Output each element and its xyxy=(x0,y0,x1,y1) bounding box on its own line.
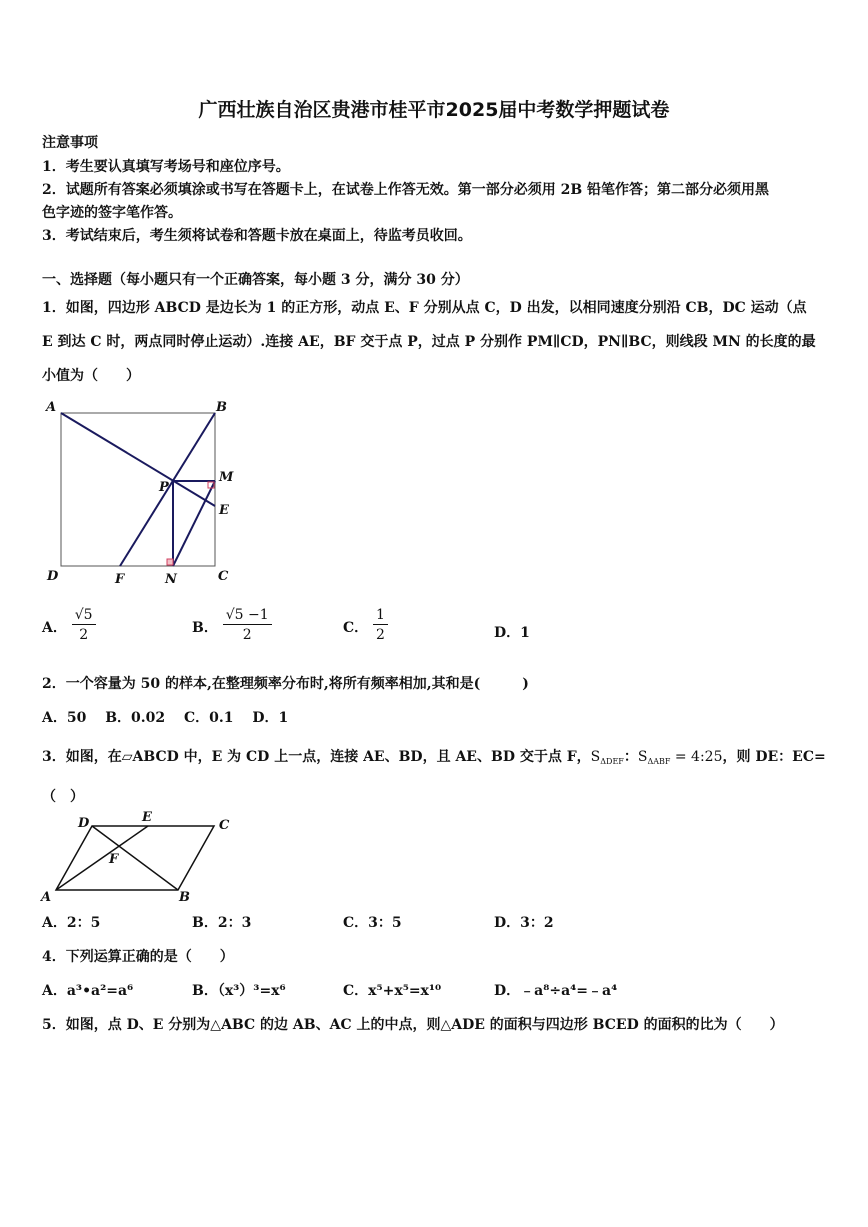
q3-stem-part-1: 3．如图，在▱ABCD 中，E 为 CD 上一点，连接 AE、BD，且 AE、BD 交于点 F， xyxy=(42,749,591,765)
q4-stem: 4．下列运算正确的是（ ） xyxy=(42,949,234,965)
q3-area-def: S xyxy=(590,749,601,765)
page-title: 广西壮族自治区贵港市桂平市2025届中考数学押题试卷 xyxy=(198,99,670,121)
fig3-label-a: A xyxy=(41,890,52,905)
q3-area-abf: S xyxy=(637,749,648,765)
fig1-label-c: C xyxy=(218,569,229,584)
q1-option-d-text: 1 xyxy=(520,625,530,641)
q4-option-c[interactable]: C．x⁵+x⁵=x¹⁰ xyxy=(343,983,442,999)
q2-options[interactable]: A．50 B．0.02 C．0.1 D．1 xyxy=(42,710,289,726)
q1-option-c[interactable] xyxy=(343,607,388,643)
fig1-label-a: A xyxy=(46,400,57,415)
q1-option-b-label: B． xyxy=(192,620,218,636)
fig3-label-f: F xyxy=(109,852,119,867)
q4-option-a[interactable]: A．a³•a²=a⁶ xyxy=(42,983,134,999)
q1-option-a[interactable] xyxy=(42,607,96,643)
fig1-label-d: D xyxy=(47,569,59,584)
fig3-label-c: C xyxy=(219,818,230,833)
fig1-label-n: N xyxy=(165,572,177,587)
q1-stem-line-1: 1．如图，四边形 ABCD 是边长为 1 的正方形，动点 E、F 分别从点 C，D 出发，以相同速度分别沿 CB，DC 运动（点 xyxy=(42,300,807,316)
fig1-label-e: E xyxy=(219,503,229,518)
q1-option-a-den: 2 xyxy=(79,627,89,643)
q1-option-c-den: 2 xyxy=(376,627,385,643)
q1-stem-line-2: E 到达 C 时，两点同时停止运动）.连接 AE，BF 交于点 P，过点 P 分别作 PM∥CD，PN∥BC，则线段 MN 的长度的最 xyxy=(42,334,816,350)
notice-item-2-line-1: 2．试题所有答案必须填涂或书写在答题卡上，在试卷上作答无效。第一部分必须用 2B 铅笔作答；第二部分必须用黑 xyxy=(42,182,770,198)
fig3-label-e: E xyxy=(142,810,152,825)
fig1-label-p: P xyxy=(159,480,169,495)
q1-option-b[interactable] xyxy=(192,607,272,643)
q3-colon: ： xyxy=(623,749,638,765)
fig1-label-b: B xyxy=(216,400,227,415)
q3-option-a[interactable]: A．2：5 xyxy=(42,915,101,931)
q3-stem xyxy=(42,746,826,766)
notice-heading: 注意事项 xyxy=(42,135,98,151)
q2-stem: 2．一个容量为 50 的样本,在整理频率分布时,将所有频率相加,其和是( ) xyxy=(42,676,529,692)
q3-option-c[interactable]: C．3：5 xyxy=(343,915,402,931)
q1-option-d[interactable] xyxy=(494,622,530,642)
q4-option-d[interactable]: D．﹣a⁸÷a⁴=﹣a⁴ xyxy=(494,983,618,999)
fig1-label-m: M xyxy=(219,470,234,485)
q3-option-d[interactable]: D．3：2 xyxy=(494,915,554,931)
q1-option-a-label: A． xyxy=(42,620,67,636)
q5-stem: 5．如图，点 D、E 分别为△ABC 的边 AB、AC 上的中点，则△ADE 的面积与四边形 BCED 的面积的比为（ ） xyxy=(42,1017,784,1033)
q3-ratio: = 4:25 xyxy=(670,749,723,765)
section-heading: 一、选择题（每小题只有一个正确答案，每小题 3 分，满分 30 分） xyxy=(42,272,469,288)
notice-item-3: 3．考试结束后，考生须将试卷和答题卡放在桌面上，待监考员收回。 xyxy=(42,228,472,244)
notice-item-2-line-2: 色字迹的签字笔作答。 xyxy=(42,205,182,221)
q3-area-abf-sub: ΔABF xyxy=(647,757,671,766)
q1-option-c-label: C． xyxy=(343,620,369,636)
q1-option-b-num: √5 −1 xyxy=(223,607,272,625)
notice-item-1: 1．考生要认真填写考场号和座位序号。 xyxy=(42,159,290,175)
q1-stem-line-3: 小值为（ ） xyxy=(42,368,140,384)
q1-option-a-num: √5 xyxy=(72,607,96,625)
fig3-label-b: B xyxy=(179,890,190,905)
fig1-label-f: F xyxy=(115,572,125,587)
q3-parallelogram-figure xyxy=(38,808,238,906)
q1-square-figure xyxy=(40,395,250,590)
q3-area-def-sub: ΔDEF xyxy=(600,757,624,766)
right-angle-mark-n xyxy=(167,559,173,565)
q1-option-d-label: D． xyxy=(494,625,521,641)
q1-option-b-den: 2 xyxy=(242,627,252,643)
q3-option-b[interactable]: B．2：3 xyxy=(192,915,252,931)
fig3-label-d: D xyxy=(78,816,90,831)
q4-option-b[interactable]: B．（x³）³=x⁶ xyxy=(192,983,286,999)
square-abcd xyxy=(61,413,215,566)
q3-paren: （ ） xyxy=(42,789,84,805)
q3-stem-part-2: ，则 DE：EC= xyxy=(722,749,826,765)
segment-ae xyxy=(61,413,215,506)
q1-option-c-num: 1 xyxy=(373,607,388,625)
